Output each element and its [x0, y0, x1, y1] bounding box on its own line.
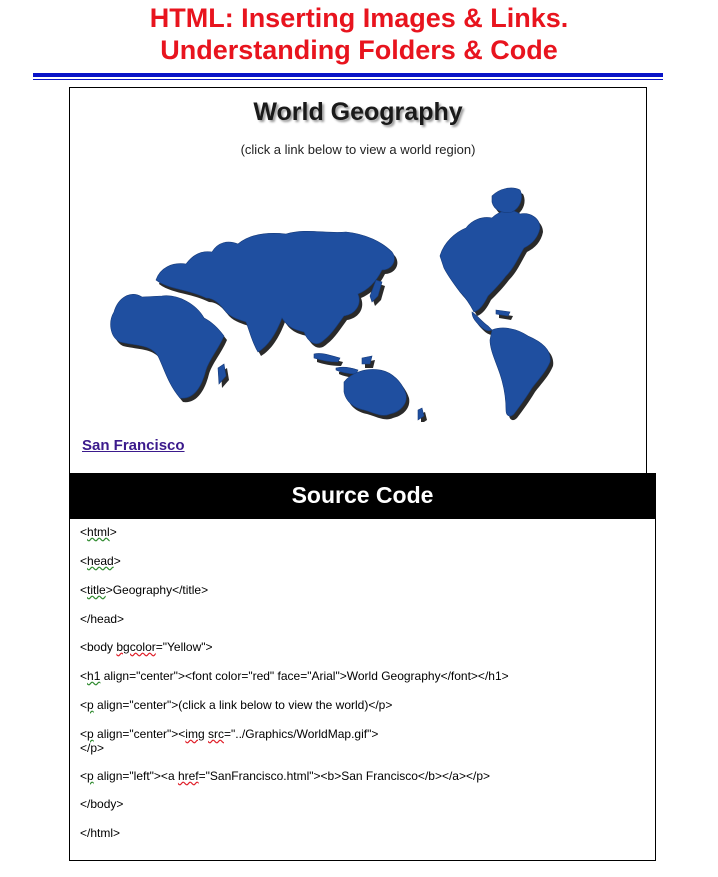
code-line-html-open: <html>: [80, 525, 117, 539]
code-line-body-close: </body>: [80, 797, 124, 811]
rendered-page-preview: [69, 87, 647, 475]
code-line-p-center: <p align="center">(click a link below to view the world)</p>: [80, 698, 393, 712]
san-francisco-link[interactable]: San Francisco: [82, 437, 185, 454]
source-code-header-text: Source Code: [291, 482, 434, 508]
page-title: [0, 2, 718, 66]
divider-thin: [33, 79, 663, 80]
code-line-p-left-link: <p align="left"><a href="SanFrancisco.html"><b>San Francisco</b></a></p>: [80, 769, 491, 783]
code-line-body-open: <body bgcolor="Yellow">: [80, 640, 213, 654]
preview-heading: World Geography: [253, 98, 463, 126]
page-title-line-2: Understanding Folders & Code: [160, 35, 558, 65]
code-line-head-close: </head>: [80, 612, 125, 626]
world-map-image: [100, 172, 600, 422]
code-line-img: <p align="center"><img src="../Graphics/WorldMap.gif">: [80, 727, 379, 741]
code-line-html-close: </html>: [80, 826, 121, 840]
divider-thick: [33, 73, 663, 77]
code-line-title: <title>Geography</title>: [80, 583, 209, 597]
code-line-h1: <h1 align="center"><font color="red" face="Arial">World Geography</font></h1>: [80, 669, 509, 683]
source-code-header: [70, 473, 655, 519]
code-line-head-open: <head>: [80, 554, 121, 568]
source-code-panel: [69, 473, 656, 861]
code-line-p-close: </p>: [80, 741, 105, 755]
page-title-line-1: HTML: Inserting Images & Links.: [149, 3, 569, 33]
preview-subheading: (click a link below to view a world region): [240, 142, 476, 157]
